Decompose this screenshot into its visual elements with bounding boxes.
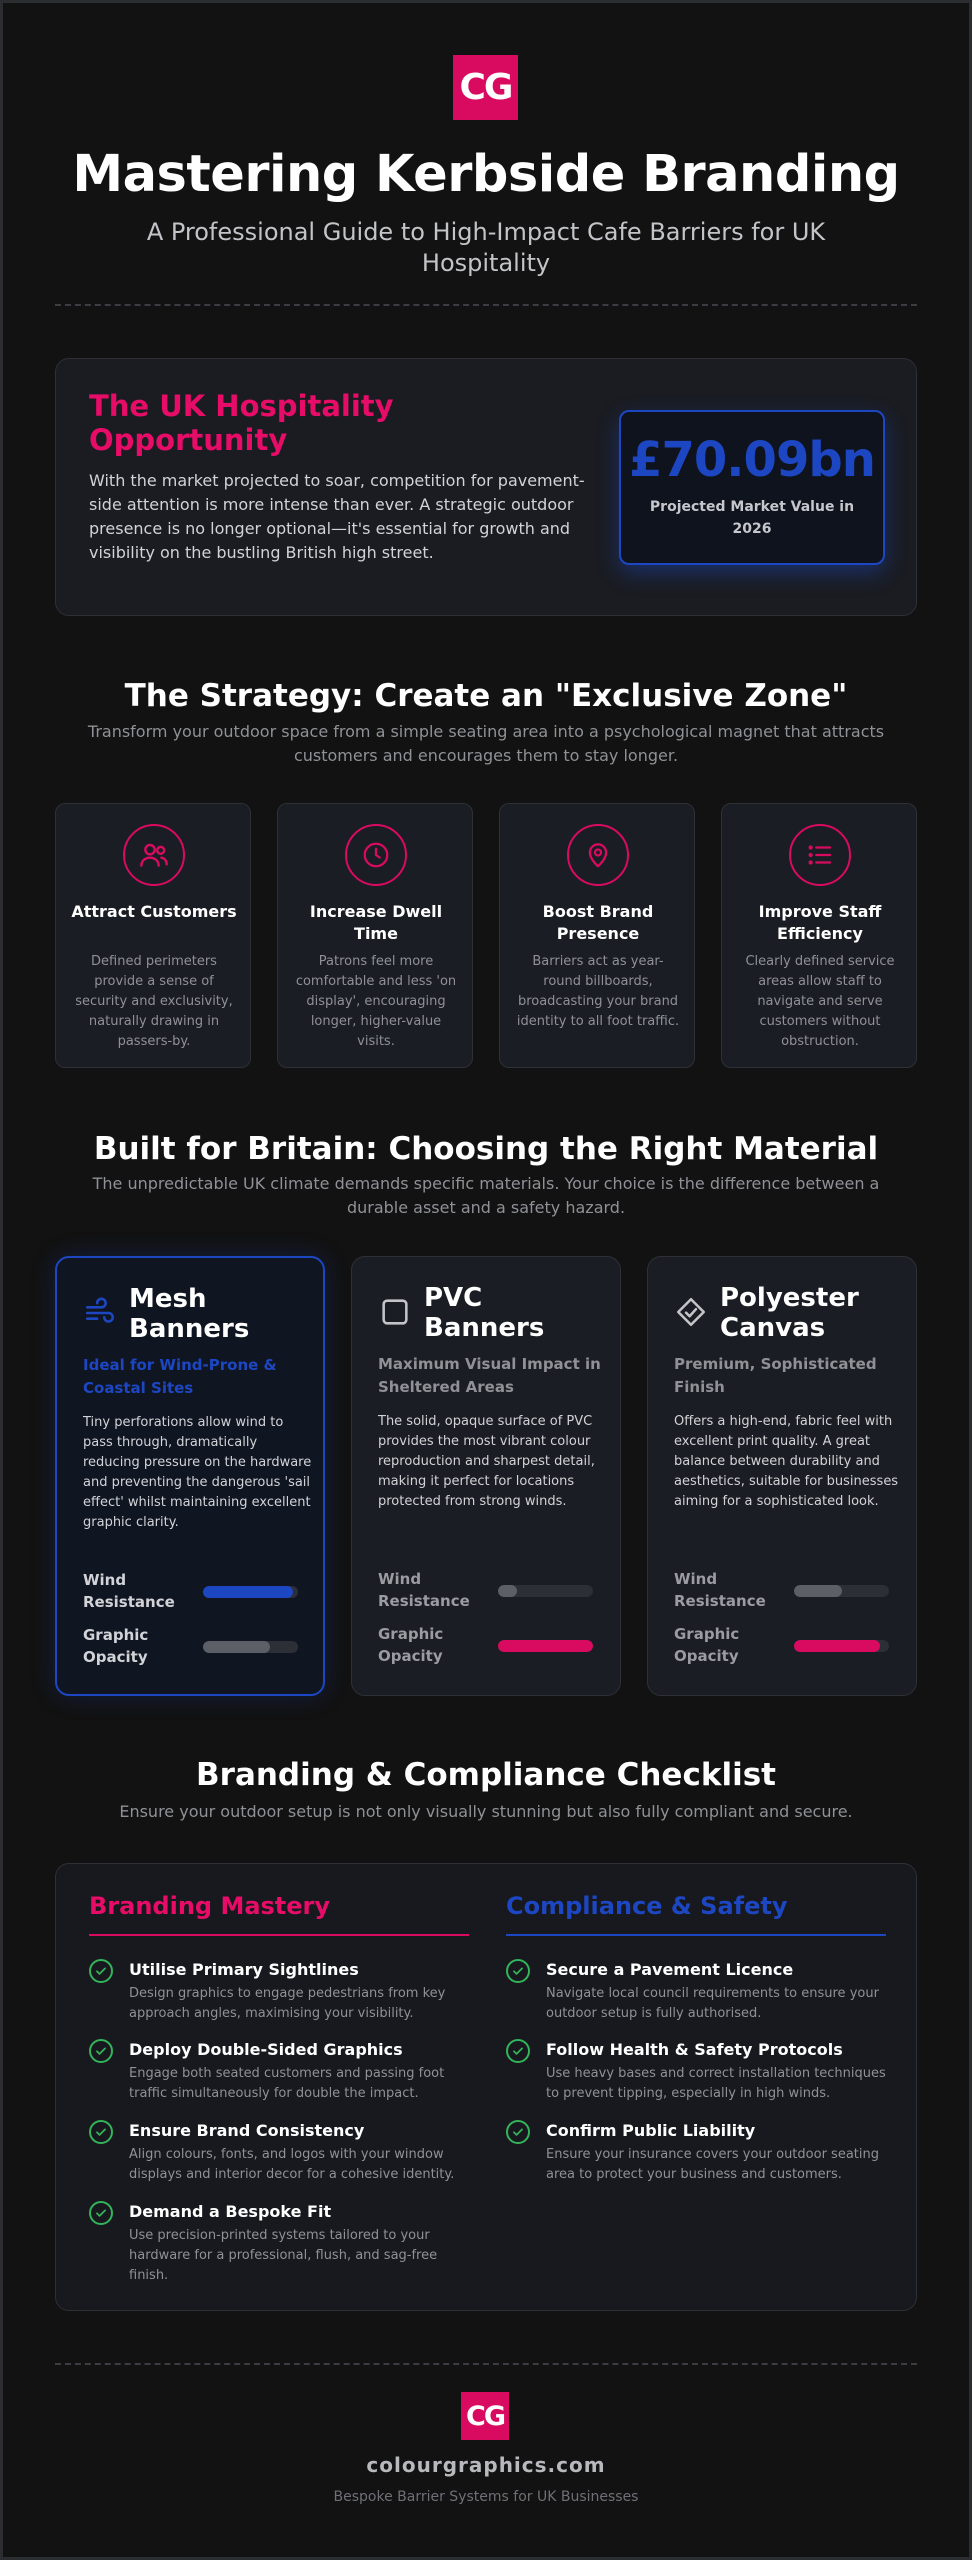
wind-icon bbox=[83, 1296, 117, 1330]
material-title: PVC Banners bbox=[424, 1283, 545, 1343]
checklist-item-desc: Engage both seated customers and passing foot traffic simultaneously for double the impact. bbox=[129, 2066, 445, 2101]
tag-icon bbox=[674, 1295, 708, 1329]
stat-label: Projected Market Value in 2026 bbox=[649, 499, 855, 537]
wind-resistance-label: Wind Resistance bbox=[674, 1570, 766, 1610]
strategy-card-text: Patrons feel more comfortable and less 'on display', encouraging longer, higher-value visits. bbox=[295, 954, 457, 1049]
wind-resistance-label: Wind Resistance bbox=[83, 1571, 175, 1611]
wind-resistance-fill bbox=[794, 1585, 842, 1597]
footer-website-link[interactable]: colourgraphics.com bbox=[366, 2453, 606, 2477]
opportunity-text: With the market projected to soar, competition for pavement-side attention is more intense than ever. A strategic outdoor presence is no longer optional—it's essential for growth and visibility on the bustling British high street. bbox=[89, 471, 585, 562]
strategy-card-attract bbox=[55, 803, 251, 1068]
materials-subtitle: The unpredictable UK climate demands specific materials. Your choice is the difference between a durable asset and a safety hazard. bbox=[92, 1174, 880, 1217]
strategy-card-title: Improve Staff Efficiency bbox=[758, 902, 882, 943]
check-icon bbox=[506, 1959, 530, 1983]
page-title: Mastering Kerbside Branding bbox=[72, 145, 900, 204]
checklist-item-title: Utilise Primary Sightlines bbox=[129, 1960, 359, 1979]
material-card-mesh bbox=[55, 1256, 325, 1696]
checklist-item-title: Deploy Double-Sided Graphics bbox=[129, 2040, 403, 2059]
strategy-card-brand bbox=[499, 803, 695, 1068]
graphic-opacity-fill bbox=[794, 1640, 880, 1652]
checklist-item-title: Confirm Public Liability bbox=[546, 2121, 756, 2140]
strategy-card-text: Defined perimeters provide a sense of security and exclusivity, naturally drawing in passers-by. bbox=[75, 954, 233, 1049]
material-description: Tiny perforations allow wind to pass through, dramatically reducing pressure on the hardware and preventing the dangerous 'sail effect' whilst maintaining excellent graphic clarity. bbox=[83, 1415, 312, 1530]
checklist-item-title: Secure a Pavement Licence bbox=[546, 1960, 794, 1979]
checklist-item-title: Demand a Bespoke Fit bbox=[129, 2202, 332, 2221]
graphic-opacity-fill bbox=[203, 1641, 270, 1653]
strategy-title: The Strategy: Create an "Exclusive Zone" bbox=[124, 678, 848, 714]
graphic-opacity-meter bbox=[498, 1640, 593, 1652]
materials-title: Built for Britain: Choosing the Right Material bbox=[93, 1131, 879, 1167]
location-pin-icon bbox=[567, 824, 629, 886]
strategy-card-text: Clearly defined service areas allow staff to navigate and serve customers without obstruction. bbox=[745, 954, 895, 1049]
checklist-item-desc: Align colours, fonts, and logos with your window displays and interior decor for a cohesive identity. bbox=[129, 2147, 455, 2182]
checklist-item-desc: Use precision-printed systems tailored to your hardware for a professional, flush, and sag-free finish. bbox=[129, 2228, 438, 2283]
check-icon bbox=[89, 2120, 113, 2144]
wind-resistance-fill bbox=[203, 1586, 293, 1598]
divider bbox=[55, 2363, 917, 2365]
brand-logo: CG bbox=[453, 55, 518, 120]
checklist-item-desc: Use heavy bases and correct installation techniques to prevent tipping, especially in high winds. bbox=[546, 2066, 886, 2101]
square-icon bbox=[378, 1295, 412, 1329]
checklist-card bbox=[55, 1863, 917, 2311]
material-title: Polyester Canvas bbox=[720, 1283, 859, 1343]
check-icon bbox=[89, 1959, 113, 1983]
clock-icon bbox=[345, 824, 407, 886]
checklist-title: Branding & Compliance Checklist bbox=[196, 1757, 776, 1793]
footer-logo: CG bbox=[461, 2392, 509, 2440]
divider bbox=[55, 304, 917, 306]
wind-resistance-label: Wind Resistance bbox=[378, 1570, 470, 1610]
strategy-card-dwell bbox=[277, 803, 473, 1068]
material-description: The solid, opaque surface of PVC provides the most vibrant colour reproduction and sharpest detail, making it perfect for locations protected from strong winds. bbox=[378, 1414, 595, 1509]
graphic-opacity-label: Graphic Opacity bbox=[674, 1625, 740, 1665]
graphic-opacity-label: Graphic Opacity bbox=[378, 1625, 444, 1665]
strategy-card-title: Increase Dwell Time bbox=[309, 902, 443, 943]
wind-resistance-meter bbox=[498, 1585, 593, 1597]
check-icon bbox=[89, 2039, 113, 2063]
material-description: Offers a high-end, fabric feel with excellent print quality. A great balance between durability and aesthetics, suitable for businesses aiming for a sophisticated look. bbox=[674, 1414, 899, 1509]
graphic-opacity-meter bbox=[203, 1641, 298, 1653]
material-tagline: Ideal for Wind-Prone & Coastal Sites bbox=[83, 1356, 277, 1397]
check-icon bbox=[506, 2120, 530, 2144]
graphic-opacity-label: Graphic Opacity bbox=[83, 1626, 149, 1666]
compliance-safety-heading: Compliance & Safety bbox=[506, 1892, 886, 1936]
strategy-card-staff bbox=[721, 803, 917, 1068]
page-subtitle: A Professional Guide to High-Impact Cafe Barriers for UK Hospitality bbox=[146, 218, 826, 277]
material-tagline: Premium, Sophisticated Finish bbox=[674, 1355, 877, 1396]
checklist-item-title: Ensure Brand Consistency bbox=[129, 2121, 365, 2140]
wind-resistance-fill bbox=[498, 1585, 517, 1597]
checklist-item-desc: Design graphics to engage pedestrians from key approach angles, maximising your visibility. bbox=[129, 1986, 446, 2021]
graphic-opacity-meter bbox=[794, 1640, 889, 1652]
users-icon bbox=[123, 824, 185, 886]
wind-resistance-meter bbox=[203, 1586, 298, 1598]
stat-value: £70.09bn bbox=[629, 432, 875, 488]
branding-mastery-heading: Branding Mastery bbox=[89, 1892, 469, 1936]
graphic-opacity-fill bbox=[498, 1640, 593, 1652]
material-tagline: Maximum Visual Impact in Sheltered Areas bbox=[378, 1355, 601, 1396]
check-icon bbox=[89, 2201, 113, 2225]
list-icon bbox=[789, 824, 851, 886]
strategy-subtitle: Transform your outdoor space from a simple seating area into a psychological magnet that attracts customers and encourages them to stay longer. bbox=[87, 722, 885, 765]
opportunity-card bbox=[55, 358, 917, 616]
strategy-card-title: Attract Customers bbox=[71, 902, 237, 921]
checklist-item-desc: Ensure your insurance covers your outdoor seating area to protect your business and customers. bbox=[546, 2147, 879, 2182]
strategy-card-text: Barriers act as year-round billboards, broadcasting your brand identity to all foot traffic. bbox=[516, 954, 680, 1029]
checklist-subtitle: Ensure your outdoor setup is not only visually stunning but also fully compliant and secure. bbox=[119, 1802, 853, 1821]
material-card-polyester bbox=[647, 1256, 917, 1696]
material-card-pvc bbox=[351, 1256, 621, 1696]
check-icon bbox=[506, 2039, 530, 2063]
wind-resistance-meter bbox=[794, 1585, 889, 1597]
market-value-stat bbox=[619, 410, 885, 565]
material-title: Mesh Banners bbox=[129, 1284, 250, 1344]
checklist-item-desc: Navigate local council requirements to ensure your outdoor setup is fully authorised. bbox=[546, 1986, 879, 2021]
opportunity-title: The UK Hospitality Opportunity bbox=[89, 389, 394, 457]
footer-tagline: Bespoke Barrier Systems for UK Businesses bbox=[333, 2489, 639, 2505]
checklist-item-title: Follow Health & Safety Protocols bbox=[546, 2040, 843, 2059]
strategy-card-title: Boost Brand Presence bbox=[542, 902, 654, 943]
